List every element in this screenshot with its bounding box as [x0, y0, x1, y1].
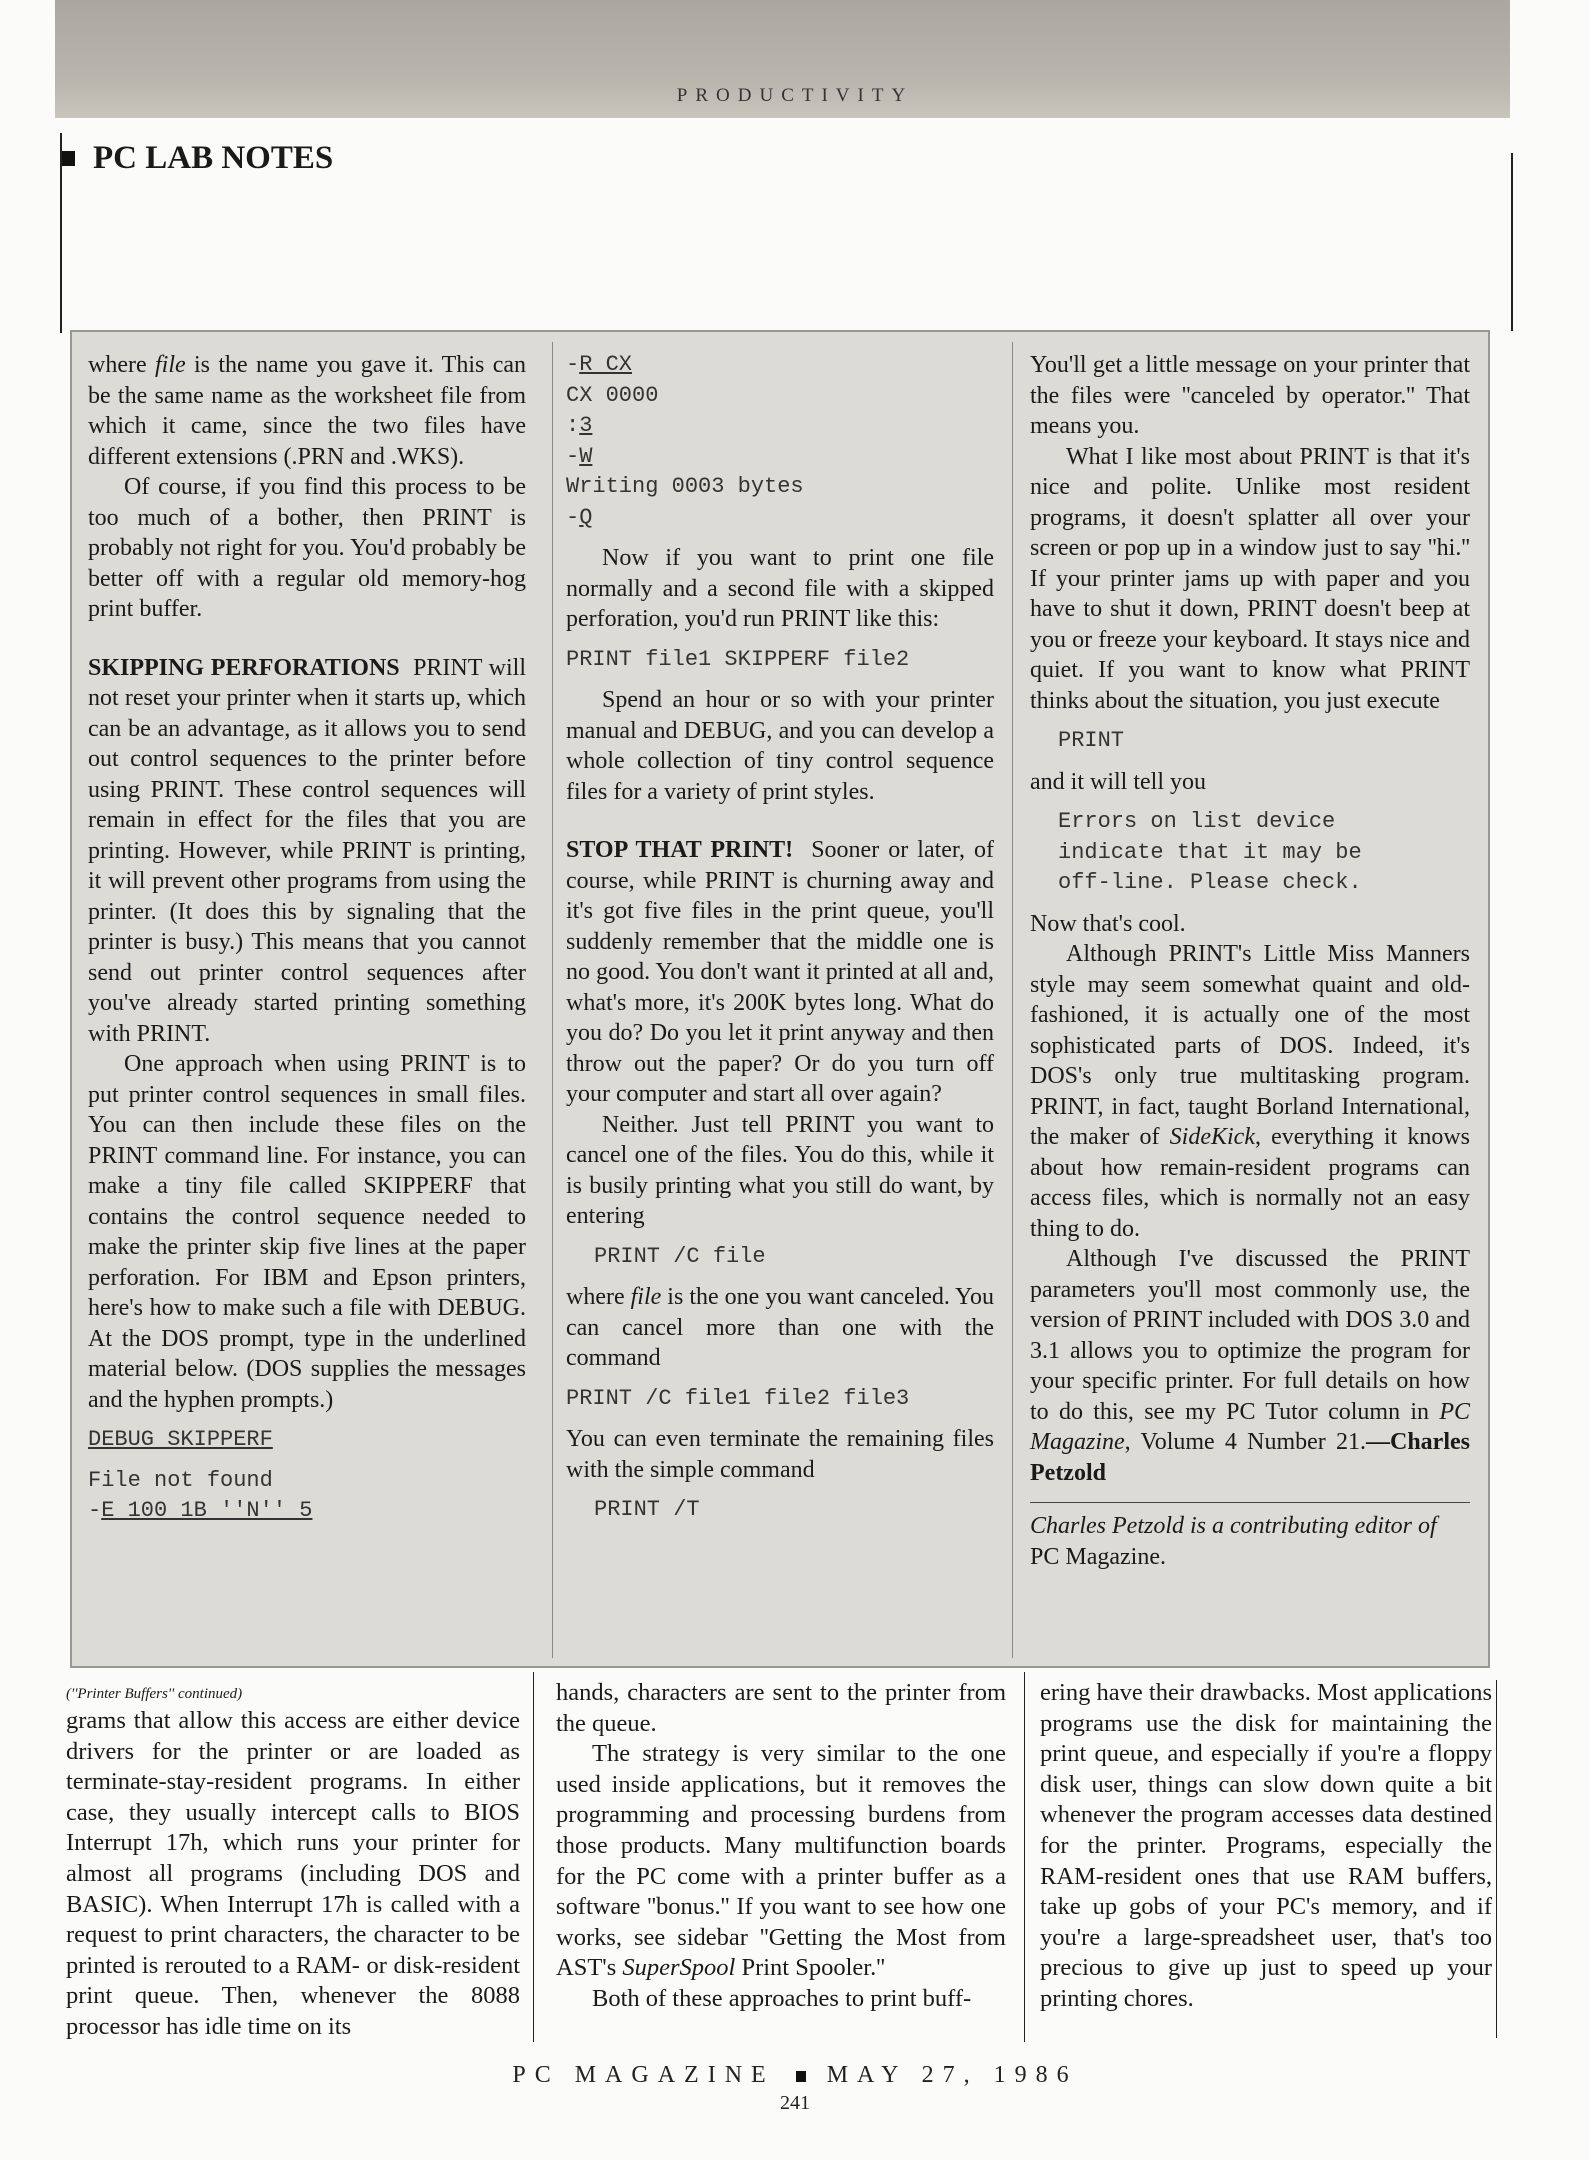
- left-vertical-rule: [60, 133, 62, 333]
- paragraph: The strategy is very similar to the one used inside applications, but it removes the programming and processing burdens from those products. Many multifunction boards for the PC come with a printer buffer as a software ''bonus.'' If you want to see how one works, see sidebar ''Getting the Most from AST's SuperSpool Print Spooler.'': [556, 1740, 1006, 1982]
- author-bio: Charles Petzold is a contributing editor of PC Magazine.: [1030, 1513, 1437, 1570]
- author-name: Charles Petzold: [1030, 1429, 1470, 1486]
- page-title: PC LAB NOTES: [93, 139, 334, 176]
- paragraph: One approach when using PRINT is to put printer control sequences in small files. You can then include these files on the PRINT command line. For instance, you can make a tiny file called SKIPPERF that contains the control sequence needed to make the printer skip five lines at the paper perforation. For IBM and Epson printers, here's how to make such a file with DEBUG. At the DOS prompt, type in the underlined material below. (DOS supplies the messages and the hyphen prompts.): [88, 1051, 526, 1413]
- code-block: [88, 1466, 526, 1527]
- paragraph: Although PRINT's Little Miss Manners style may seem somewhat quaint and old-fashioned, it is actually one of the most sophisticated parts of DOS. Indeed, it's DOS's only true multitasking program. PRINT, in fact, taught Borland International, the maker of SideKick, everything it knows about how remain-resident programs can access files, which is normally not an easy thing to do.: [1030, 941, 1471, 1242]
- column-divider: [552, 342, 553, 1658]
- right-vertical-rule: [1496, 1680, 1497, 2038]
- right-vertical-rule: [1511, 153, 1513, 331]
- paragraph: Neither. Just tell PRINT you want to cancel one of the files. You do this, while it is busily printing what you still do want, by entering: [566, 1111, 994, 1229]
- paragraph: ering have their drawbacks. Most applications programs use the disk for maintaining the print queue, and especially if you're a floppy disk user, things can slow down quite a bit whenever the program accesses data destined for the printer. Programs, especially the RAM-resident ones that use RAM buffers, take up gobs of your PC's memory, and if you're a large-spreadsheet user, that's too precious to give up just to speed up your printing chores.: [1040, 1679, 1492, 2012]
- code-block: [1030, 807, 1470, 899]
- section-headline: STOP THAT PRINT!: [566, 837, 794, 863]
- code-line: PRINT /T: [594, 1497, 700, 1522]
- code-line: PRINT /C file: [594, 1243, 766, 1269]
- sidebar-column-1: [88, 350, 526, 1537]
- paragraph: Although I've discussed the PRINT parameters you'll most commonly use, the version of PRINT included with DOS 3.0 and 3.1 allows you to optimize the program for your specific printer. For full details on how to do this, see my PC Tutor column in PC Magazine, Volume 4 Number 21.—Charles Petzold: [1030, 1246, 1470, 1486]
- issue-date: MAY 27, 1986: [826, 2062, 1078, 2088]
- column-divider: [533, 1672, 534, 2042]
- paragraph: and it will tell you: [1030, 768, 1206, 795]
- code-line: -W: [566, 443, 593, 469]
- code-line: Errors on list device: [1058, 809, 1336, 834]
- continued-column-2: [556, 1678, 1006, 2015]
- paragraph: where file is the name you gave it. This can be the same name as the worksheet file from which it came, since the two files have different extensions (.PRN and .WKS).: [88, 352, 526, 470]
- code-line: PRINT /C file1 file2 file3: [566, 1385, 910, 1411]
- bullet-square-icon: [62, 151, 75, 166]
- code-block: [88, 1425, 526, 1456]
- paragraph: Of course, if you find this process to be too much of a bother, then PRINT is probably not right for you. You'd probably be better off with a regular old memory-hog print buffer.: [88, 474, 526, 622]
- code-line: -R CX: [566, 352, 633, 377]
- paragraph: You can even terminate the remaining files with the simple command: [566, 1426, 994, 1483]
- code-block: [566, 350, 994, 533]
- bio-divider: [1030, 1502, 1470, 1503]
- paragraph: Now that's cool.: [1030, 910, 1186, 937]
- paragraph: SKIPPING PERFORATIONS PRINT will not reset your printer when it starts up, which can be an advantage, as it allows you to send out control sequences to the printer before using PRINT. These control sequences will remain in effect for the files that you are printing. However, while PRINT is printing, it will prevent other programs from using the printer. (It does this by signaling that the printer is busy.) This means that you cannot send out printer control sequences after you've already started printing something with PRINT.: [88, 654, 527, 1047]
- paragraph: grams that allow this access are either device drivers for the printer or are loaded as terminate-stay-resident programs. In either case, they usually intercept calls to BIOS Interrupt 17h, which runs your printer for almost all programs (including DOS and BASIC). When Interrupt 17h is called with a request to print characters, the character to be printed is rerouted to a RAM- or disk-resident print queue. Then, whenever the 8088 processor has idle time on its: [66, 1707, 520, 2040]
- column-header: [62, 138, 333, 178]
- paragraph: STOP THAT PRINT! Sooner or later, of course, while PRINT is churning away and it's got five files in the print queue, you'll suddenly remember that the middle one is no good. You don't want it printed at all and, what's more, it's 200K bytes long. What do you do? Do you let it print anyway and then throw out the paper? Or do you turn off your computer and start all over again?: [566, 837, 994, 1107]
- code-line: indicate that it may be: [1058, 839, 1362, 865]
- section-label: PRODUCTIVITY: [676, 85, 914, 106]
- code-line: -Q: [566, 504, 593, 530]
- paragraph: Spend an hour or so with your printer manual and DEBUG, and you can develop a whole collection of tiny control sequence files for a variety of print styles.: [566, 687, 994, 805]
- column-divider: [1024, 1672, 1025, 2042]
- sidebar-column-2: [566, 350, 994, 1536]
- code-line: :3: [566, 413, 593, 438]
- paragraph: Now if you want to print one file normally and a second file with a skipped perforation, you'd run PRINT like this:: [566, 545, 994, 632]
- page-footer: [0, 2062, 1590, 2089]
- continued-column-3: [1040, 1678, 1492, 2015]
- code-line: PRINT: [1058, 728, 1125, 753]
- magazine-name: PC MAGAZINE: [512, 2062, 775, 2088]
- page-number: 241: [780, 2092, 810, 2114]
- paragraph: where file is the one you want canceled. You can cancel more than one with the command: [566, 1284, 994, 1371]
- code-line: File not found: [88, 1467, 273, 1493]
- paragraph: Both of these approaches to print buff-: [592, 1984, 972, 2012]
- section-headline: SKIPPING PERFORATIONS: [88, 654, 400, 681]
- bullet-square-icon: [796, 2071, 806, 2082]
- continued-caption: (''Printer Buffers'' continued): [66, 1686, 243, 1702]
- paragraph: You'll get a little message on your printer that the files were ''canceled by operator.'' That means you.: [1030, 352, 1470, 439]
- code-line: PRINT file1 SKIPPERF file2: [566, 646, 910, 672]
- code-line: Writing 0003 bytes: [566, 474, 804, 499]
- column-divider: [1012, 342, 1013, 1658]
- sidebar-column-3: [1030, 350, 1470, 1572]
- sidebar-box: [70, 330, 1490, 1668]
- code-line: DEBUG SKIPPERF: [88, 1427, 273, 1452]
- code-line: off-line. Please check.: [1058, 870, 1362, 895]
- paragraph: hands, characters are sent to the printer from the queue.: [556, 1679, 1006, 1737]
- continued-column-1: [66, 1684, 520, 2043]
- paragraph: What I like most about PRINT is that it's nice and polite. Unlike most resident programs, it doesn't splatter all over your screen or pop up in a window just to say ''hi.'' If your printer jams up with paper and you have to shut it down, PRINT doesn't beep at you or freeze your keyboard. It stays nice and quiet. If you want to know what PRINT thinks about the situation, you just execute: [1030, 443, 1470, 714]
- code-line: CX 0000: [566, 382, 659, 408]
- code-line: -E 100 1B ''N'' 5: [88, 1498, 313, 1523]
